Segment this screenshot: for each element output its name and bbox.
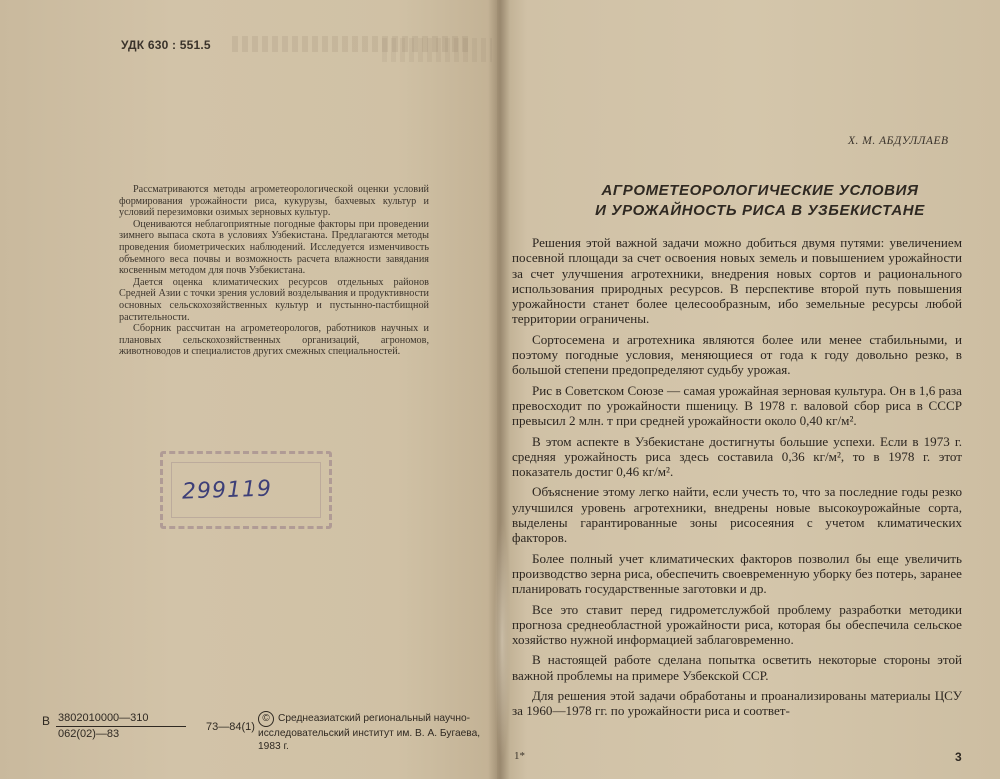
body-paragraph: Объяснение этому легко найти, если учесть то, что за последние годы резко улучшился уровень агротехники, внедрены новые высокоурожайные сорта, выделены гарантированные зоны рисосеяния с учетом климатических факторов. bbox=[512, 484, 962, 546]
abstract bbox=[119, 184, 429, 358]
abstract-paragraph: Рассматриваются методы агрометеорологической оценки условий формирования урожайности риса, кукурузы, бахчевых культур и условий перезимовки озимых зерновых культур. bbox=[119, 184, 429, 219]
inventory-number: 299119 bbox=[181, 476, 273, 505]
left-page bbox=[0, 0, 497, 779]
body-paragraph: Все это ставит перед гидрометслужбой проблему разработки методики прогноза среднеобластной урожайности риса, которая бы обеспечила сельское хозяйство нужной информацией заблаговременно. bbox=[512, 601, 962, 648]
body-paragraph: В этом аспекте в Узбекистане достигнуты большие успехи. Если в 1973 г. средняя урожайность риса здесь составила 0,36 кг/м², то в 1978 г. этот показатель достиг 0,46 кг/м². bbox=[512, 433, 962, 480]
body-paragraph: Рис в Советском Союзе — самая урожайная зерновая культура. Он в 1,6 раза превосходит по урожайности пшеницу. В 1978 г. валовой сбор риса в СССР превысил 2 млн. т при средней урожайности около 0,40 кг/м². bbox=[512, 382, 962, 429]
signature-mark: 1* bbox=[514, 750, 525, 762]
article-title-line-2: И УРОЖАЙНОСТЬ РИСА В УЗБЕКИСТАНЕ bbox=[595, 202, 925, 219]
abstract-paragraph: Дается оценка климатических ресурсов отдельных районов Средней Азии с точки зрения условий возделывания и продуктивности основных сельскохозяйственных культур и пустынно-пастбищной растительности. bbox=[119, 276, 429, 323]
page-number: 3 bbox=[955, 750, 962, 764]
article-title bbox=[520, 181, 1000, 221]
imprint-denominator: 062(02)—83 bbox=[58, 728, 120, 740]
body-paragraph: Решения этой важной задачи можно добиться двумя путями: увеличением посевной площади за счет освоения новых земель и повышением урожайности за счет улучшения агротехники, внедрения новых сортов и рационального использования природных ресурсов. В перспективе второй путь повышения урожайности станет более целесообразным, ибо земельные ресурсы любой территории ограничены. bbox=[512, 235, 962, 327]
article-title-line-1: АГРОМЕТЕОРОЛОГИЧЕСКИЕ УСЛОВИЯ bbox=[601, 182, 919, 199]
article-body bbox=[512, 235, 962, 724]
imprint-fraction-bar bbox=[56, 726, 186, 727]
body-paragraph: Сортосемена и агротехника являются более или менее стабильными, и поэтому погодные условия, меняющиеся от года к году довольно резко, в большой степени предопределяют судьбу урожая. bbox=[512, 331, 962, 378]
body-paragraph: Более полный учет климатических факторов позволил бы еще увеличить производство зерна риса, обеспечить своевременную уборку без потерь, заранее планировать государственные заготовки и др. bbox=[512, 550, 962, 597]
copyright-text: Среднеазиатский региональный научно-исследовательский институт им. В. А. Бугаева, 1983 г. bbox=[258, 713, 481, 752]
author-name: Х. М. АБДУЛЛАЕВ bbox=[848, 135, 949, 147]
imprint-numerator: 3802010000—310 bbox=[58, 712, 149, 724]
page-tear bbox=[494, 520, 510, 760]
copyright-notice bbox=[258, 711, 483, 753]
imprint-letter: В bbox=[42, 714, 51, 728]
imprint-code: 73—84(1) bbox=[206, 721, 255, 733]
body-paragraph: Для решения этой задачи обработаны и проанализированы материалы ЦСУ за 1960—1978 гг. по урожайности риса и соответ- bbox=[512, 688, 962, 719]
abstract-paragraph: Сборник рассчитан на агрометеорологов, работников научных и плановых сельскохозяйственных организаций, агрономов, животноводов и специалистов других смежных специальностей. bbox=[119, 323, 429, 358]
body-paragraph: В настоящей работе сделана попытка осветить некоторые стороны этой важной проблемы на примере Узбекской ССР. bbox=[512, 652, 962, 683]
udk-code: УДК 630 : 551.5 bbox=[121, 38, 211, 52]
copyright-icon: © bbox=[258, 711, 274, 727]
abstract-paragraph: Оцениваются неблагоприятные погодные факторы при проведении зимнего выпаса скота в условиях Узбекистана. Предлагаются методы проведения биометрических наблюдений. Исследуется изменчивость объемного веса почвы и возможность расчета влажности завядания косвенным методом для почв Узбекистана. bbox=[119, 218, 429, 277]
bleed-through-text bbox=[382, 38, 492, 62]
